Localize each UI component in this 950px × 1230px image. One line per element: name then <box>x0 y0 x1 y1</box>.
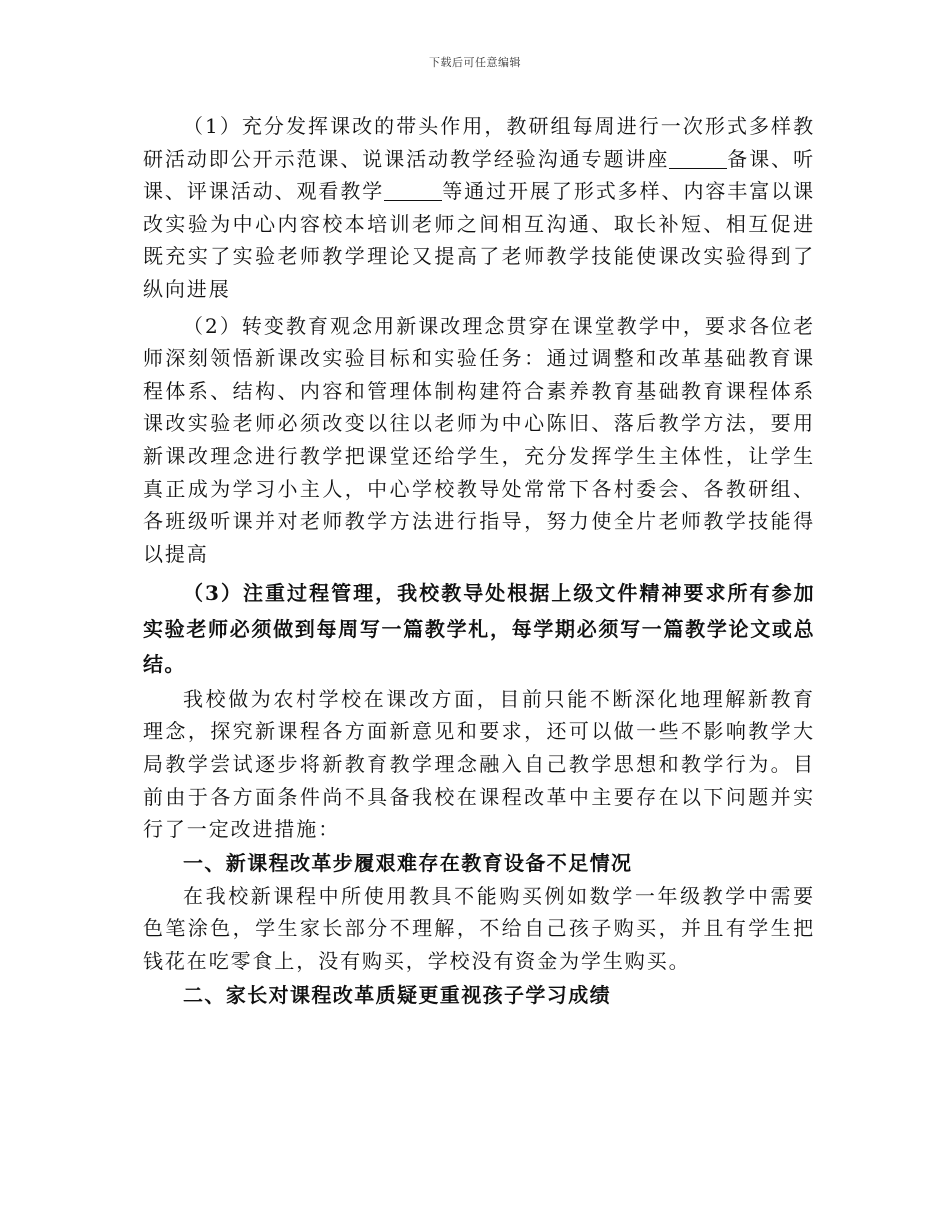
section-heading-2: 二、家长对课程改革质疑更重视孩子学习成绩 <box>183 982 611 1007</box>
fill-blank-2 <box>384 180 442 201</box>
fill-blank-1 <box>669 148 727 169</box>
paragraph-1-part-c: 等通过开展了形式多样、内容丰富以课改实验为中心内容校本培训老师之间相互沟通、取长补短、相互促进既充实了实验老师教学理论又提高了老师教学技能使课改实验得到了纵向进展 <box>143 179 815 301</box>
paragraph-4: 我校做为农村学校在课改方面，目前只能不断深化地理解新教育理念，探究新课程各方面新意见和要求，还可以做一些不影响教学大局教学尝试逐步将新教育教学理念融入自己教学思想和教学行为。目前由于各方面条件尚不具备我校在课程改革中主要存在以下问题并实行了一定改进措施： <box>143 686 815 842</box>
paragraph-5: 在我校新课程中所使用教具不能购买例如数学一年级教学中需要色笔涂色，学生家长部分不理解，不给自己孩子购买，并且有学生把钱花在吃零食上，没有购买，学校没有资金为学生购买。 <box>143 883 815 973</box>
paragraph-3: （3）注重过程管理，我校教导处根据上级文件精神要求所有参加实验老师必须做到每周写一篇教学札，每学期必须写一篇教学论文或总结。 <box>143 581 815 677</box>
paragraph-2: （2）转变教育观念用新课改理念贯穿在课堂教学中，要求各位老师深刻领悟新课改实验目标和实验任务：通过调整和改革基础教育课程体系、结构、内容和管理体制构建符合素养教育基础教育课程体系课改实验老师必须改变以往以老师为中心陈旧、落后教学方法，要用新课改理念进行教学把课堂还给学生，充分发挥学生主体性，让学生真正成为学习小主人，中心学校教导处常常下各村委会、各教研组、各班级听课并对老师教学方法进行指导，努力使全片老师教学技能得以提高 <box>143 313 815 566</box>
document-body <box>143 110 815 1012</box>
paragraph-1 <box>143 110 815 306</box>
page-header-note: 下载后可任意编辑 <box>429 56 521 69</box>
paragraph-1-part-b: 备课、听课、评课活动、观看教学 <box>143 146 815 204</box>
section-heading-1: 一、新课程改革步履艰难存在教育设备不足情况 <box>183 850 633 875</box>
paragraph-1-part-a: （1）充分发挥课改的带头作用，教研组每周进行一次形式多样教研活动即公开示范课、说课活动教学经验沟通专题讲座 <box>143 114 815 171</box>
